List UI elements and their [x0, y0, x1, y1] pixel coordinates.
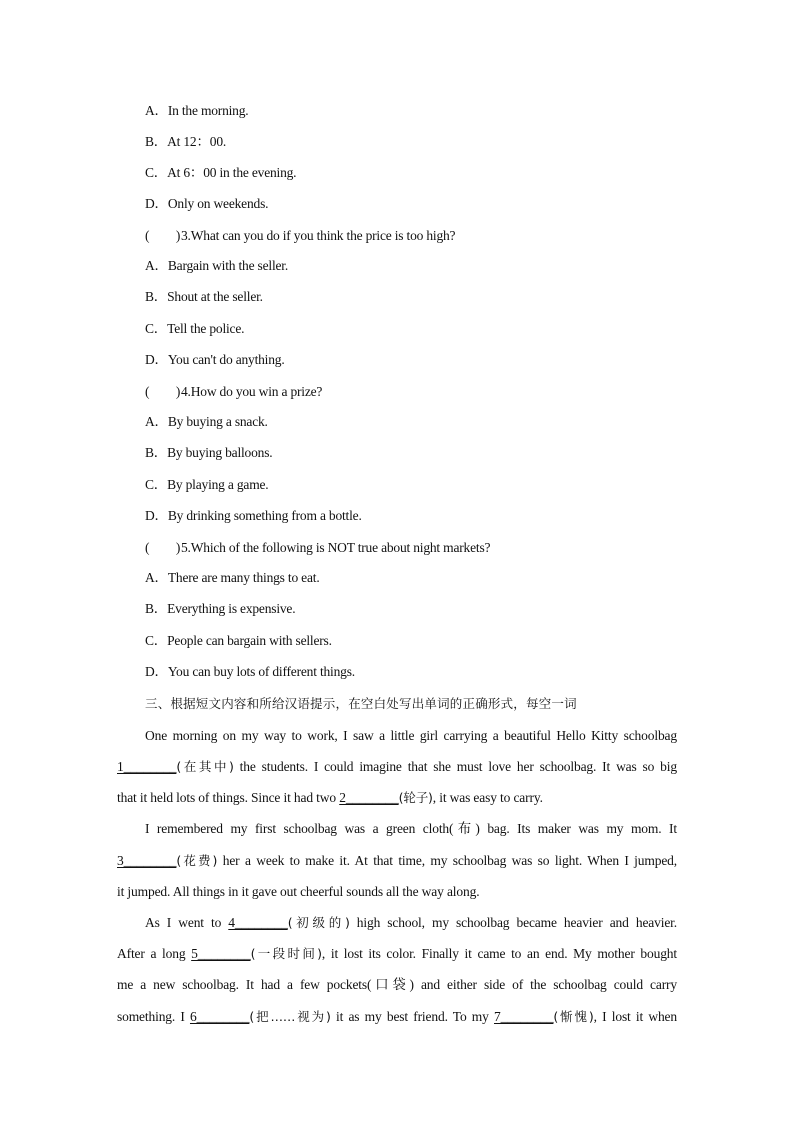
- hint-2: (轮子): [398, 790, 433, 805]
- passage-text: , I lost it when: [593, 1009, 677, 1024]
- passage-text: , it was easy to carry.: [432, 790, 543, 805]
- passage-text: it as my best friend. To my: [330, 1009, 495, 1024]
- passage-text: her a week to make it. At that time, my schoolbag was so light. When I jumped,: [217, 853, 678, 868]
- q4-option-d: D．By drinking something from a bottle.: [145, 508, 362, 523]
- question-4-text: 4.How do you win a prize?: [181, 384, 323, 399]
- passage-p2-line3: it jumped. All things in it gave out cheerful sounds all the way along.: [117, 884, 480, 899]
- q3-option-c: C．Tell the police.: [145, 321, 245, 336]
- passage-p1-line2: [117, 758, 677, 776]
- question-3-text: 3.What can you do if you think the price is too high?: [181, 228, 456, 243]
- q2-option-b: B．At 12：00.: [145, 134, 227, 149]
- answer-parenthesis: ( ): [145, 540, 181, 555]
- passage-p3-line1: [145, 914, 677, 932]
- q5-option-c: C．People can bargain with sellers.: [145, 633, 332, 648]
- passage-p3-line2: [117, 945, 677, 963]
- passage-text: , it lost its color. Finally it came to an end. My mother bought: [321, 946, 677, 961]
- blank-1[interactable]: 1________: [117, 759, 177, 774]
- passage-text: something. I: [117, 1009, 190, 1024]
- answer-parenthesis: ( ): [145, 228, 181, 243]
- hint-6: (把……视为): [249, 1009, 331, 1024]
- passage-p2-line1: I remembered my first schoolbag was a green cloth(布) bag. Its maker was my mom. It: [145, 821, 677, 836]
- q3-option-b: B．Shout at the seller.: [145, 289, 263, 304]
- q2-option-c: C．At 6：00 in the evening.: [145, 165, 297, 180]
- passage-text: the students. I could imagine that she must love her schoolbag. It was so big: [233, 759, 677, 774]
- blank-6[interactable]: 6________: [189, 1009, 250, 1024]
- section-heading: 三、根据短文内容和所给汉语提示，在空白处写出单词的正确形式，每空一词: [145, 696, 577, 711]
- q2-option-a: A．In the morning.: [145, 103, 249, 118]
- blank-3[interactable]: 3________: [117, 853, 177, 868]
- passage-p3-line4: [117, 1008, 677, 1026]
- q2-option-d: D．Only on weekends.: [145, 196, 269, 211]
- q4-option-a: A．By buying a snack.: [145, 414, 268, 429]
- passage-text: As I went to: [145, 915, 229, 930]
- q5-option-d: D．You can buy lots of different things.: [145, 664, 355, 679]
- blank-2[interactable]: 2________: [339, 790, 399, 805]
- question-5-text: 5.Which of the following is NOT true about night markets?: [181, 540, 491, 555]
- hint-3: (花费): [176, 853, 218, 868]
- question-5: [145, 539, 490, 557]
- question-4: [145, 383, 322, 401]
- passage-text: After a long: [117, 946, 192, 961]
- hint-5: (一段时间): [250, 946, 322, 961]
- hint-7: (惭愧): [553, 1009, 594, 1024]
- q4-option-b: B．By buying balloons.: [145, 445, 273, 460]
- q4-option-c: C．By playing a game.: [145, 477, 269, 492]
- passage-p1-line1: One morning on my way to work, I saw a little girl carrying a beautiful Hello Kitty schoolbag: [145, 728, 677, 743]
- blank-5[interactable]: 5________: [191, 946, 251, 961]
- passage-p3-line3: me a new schoolbag. It had a few pockets(口袋) and either side of the schoolbag could carry: [117, 977, 677, 992]
- passage-text: high school, my schoolbag became heavier and heavier.: [349, 915, 677, 930]
- blank-4[interactable]: 4________: [228, 915, 288, 930]
- q5-option-b: B．Everything is expensive.: [145, 601, 296, 616]
- q3-option-d: D．You can't do anything.: [145, 352, 285, 367]
- passage-p1-line3: [117, 789, 677, 807]
- q5-option-a: A．There are many things to eat.: [145, 570, 320, 585]
- passage-text: that it held lots of things. Since it had two: [117, 790, 340, 805]
- passage-p2-line2: [117, 852, 677, 870]
- question-3: [145, 227, 455, 245]
- answer-parenthesis: ( ): [145, 384, 181, 399]
- blank-7[interactable]: 7________: [494, 1009, 554, 1024]
- hint-4: (初级的): [287, 915, 350, 930]
- q3-option-a: A．Bargain with the seller.: [145, 258, 289, 273]
- hint-1: (在其中): [176, 759, 234, 774]
